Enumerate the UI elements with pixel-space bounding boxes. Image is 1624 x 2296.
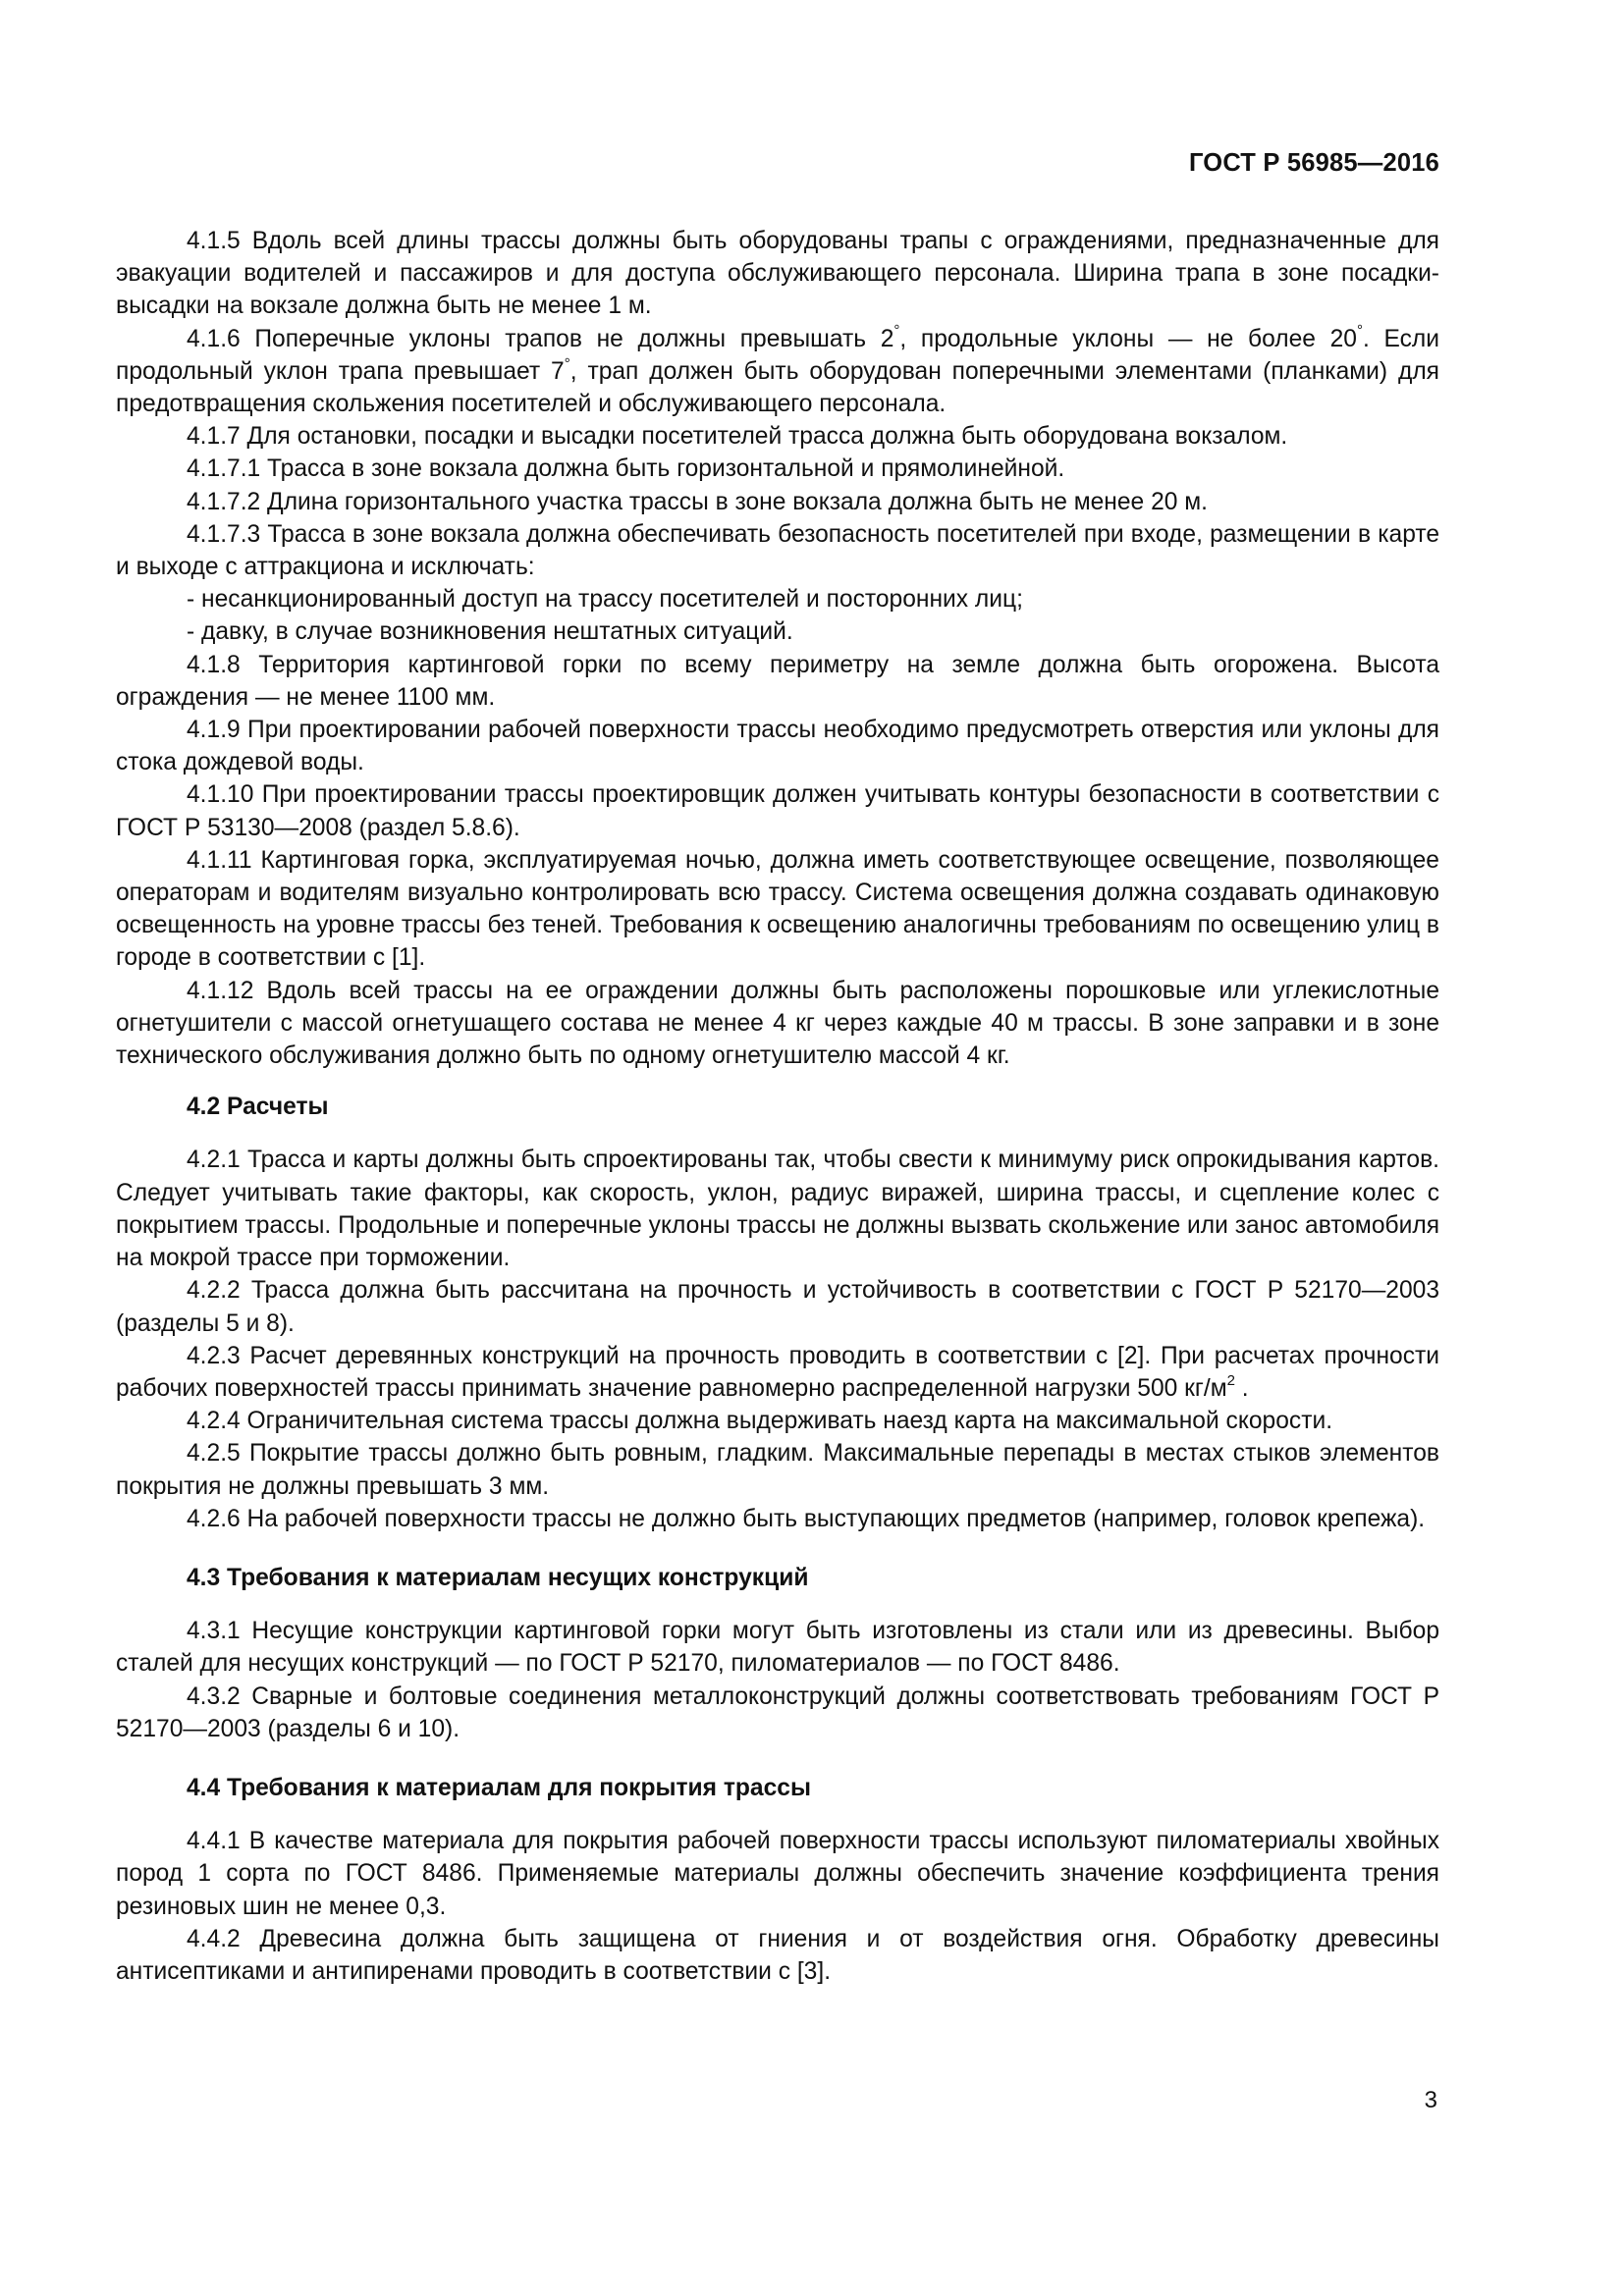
page-number: 3 xyxy=(1424,2087,1437,2113)
paragraph-4-2-3-end: . xyxy=(1234,1374,1249,1402)
paragraph-4-1-7-3: 4.1.7.3 Трасса в зоне вокзала должна обеспечивать безопасность посетителей при входе, размещении в карте и выходе с аттракциона и исключать: xyxy=(116,520,1439,581)
paragraph-4-1-6-part: , трап должен быть оборудован поперечными элементами (планками) для предотвращения скольжения посетителей и обслуживающего персонала. xyxy=(116,357,1439,418)
paragraph-4-2-3 xyxy=(116,1340,1439,1405)
document-body xyxy=(116,225,1439,1988)
paragraph-4-2-6: 4.2.6 На рабочей поверхности трассы не должно быть выступающих предметов (например, головок крепежа). xyxy=(187,1505,1426,1532)
standard-header: ГОСТ Р 56985—2016 xyxy=(1188,149,1439,177)
section-heading-4-4: 4.4 Требования к материалам для покрытия трассы xyxy=(187,1774,811,1801)
degree-sign: ° xyxy=(1356,322,1363,340)
section-heading-4-3: 4.3 Требования к материалам несущих конструкций xyxy=(187,1564,809,1591)
paragraph-4-4-1: 4.4.1 В качестве материала для покрытия рабочей поверхности трассы используют пиломатериалы хвойных пород 1 сорта по ГОСТ 8486. Применяемые материалы должны обеспечить значение коэффициента трения резиновых шин не менее 0,3. xyxy=(116,1828,1439,1920)
superscript: 2 xyxy=(1226,1371,1235,1389)
paragraph-4-3-2: 4.3.2 Сварные и болтовые соединения металлоконструкций должны соответствовать требованиям ГОСТ Р 52170—2003 (разделы 6 и 10). xyxy=(116,1682,1439,1742)
paragraph-4-2-5: 4.2.5 Покрытие трассы должно быть ровным, гладким. Максимальные перепады в местах стыков элементов покрытия не должны превышать 3 мм. xyxy=(116,1440,1439,1500)
paragraph-4-2-2: 4.2.2 Трасса должна быть рассчитана на прочность и устойчивость в соответствии с ГОСТ Р 52170—2003 (разделы 5 и 8). xyxy=(116,1277,1439,1337)
paragraph-4-2-3-text: 4.2.3 Расчет деревянных конструкций на прочность проводить в соответствии с [2]. При расчетах прочности рабочих поверхностей трассы принимать значение равномерно распределенной нагрузки 500 кг/м xyxy=(116,1342,1439,1402)
paragraph-4-3-1: 4.3.1 Несущие конструкции картинговой горки могут быть изготовлены из стали или из древесины. Выбор сталей для несущих конструкций — по ГОСТ Р 52170, пиломатериалов — по ГОСТ 8486. xyxy=(116,1618,1439,1678)
paragraph-4-1-12: 4.1.12 Вдоль всей трассы на ее ограждении должны быть расположены порошковые или углекислотные огнетушители с массой огнетушащего состава не менее 4 кг через каждые 40 м трассы. В зоне заправки и в зоне технического обслуживания должно быть по одному огнетушителю массой 4 кг. xyxy=(116,977,1439,1070)
paragraph-4-1-6 xyxy=(116,323,1439,421)
paragraph-4-1-6-part: 4.1.6 Поперечные уклоны трапов не должны превышать 2 xyxy=(187,325,894,352)
section-heading-4-2: 4.2 Расчеты xyxy=(187,1094,329,1121)
paragraph-4-2-1: 4.2.1 Трасса и карты должны быть спроектированы так, чтобы свести к минимуму риск опрокидывания картов. Следует учитывать такие факторы, как скорость, уклон, радиус виражей, ширина трассы, и сцепление колес с покрытием трассы. Продольные и поперечные уклоны трассы не должны вызвать скольжение или занос автомобиля на мокрой трассе при торможении. xyxy=(116,1147,1440,1272)
paragraph-4-2-4: 4.2.4 Ограничительная система трассы должна выдерживать наезд карта на максимальной скорости. xyxy=(187,1408,1333,1435)
paragraph-4-1-8: 4.1.8 Территория картинговой горки по всему периметру на земле должна быть огорожена. Высота ограждения — не менее 1100 мм. xyxy=(116,651,1439,711)
degree-sign: ° xyxy=(893,322,900,340)
paragraph-4-1-7: 4.1.7 Для остановки, посадки и высадки посетителей трасса должна быть оборудована вокзалом. xyxy=(187,423,1288,451)
paragraph-4-1-6-part: . Если продольный уклон трапа превышает 7 xyxy=(116,325,1439,385)
paragraph-4-1-9: 4.1.9 При проектировании рабочей поверхности трассы необходимо предусмотреть отверстия или уклоны для стока дождевой воды. xyxy=(116,717,1439,776)
list-item: - несанкционированный доступ на трассу посетителей и посторонних лиц; xyxy=(187,586,1023,614)
degree-sign: ° xyxy=(564,354,570,372)
paragraph-4-1-6-part: , продольные уклоны — не более 20 xyxy=(899,325,1357,352)
paragraph-4-4-2: 4.4.2 Древесина должна быть защищена от гниения и от воздействия огня. Обработку древесины антисептиками и антипиренами проводить в соответствии с [3]. xyxy=(116,1925,1439,1985)
paragraph-4-1-7-1: 4.1.7.1 Трасса в зоне вокзала должна быть горизонтальной и прямолинейной. xyxy=(187,455,1065,483)
list-item: - давку, в случае возникновения нештатных ситуаций. xyxy=(187,618,793,646)
paragraph-4-1-5: 4.1.5 Вдоль всей длины трассы должны быть оборудованы трапы с ограждениями, предназначенные для эвакуации водителей и пассажиров и для доступа обслуживающего персонала. Ширина трапа в зоне посадки-высадки на вокзале должна быть не менее 1 м. xyxy=(116,228,1439,320)
paragraph-4-1-7-2: 4.1.7.2 Длина горизонтального участка трассы в зоне вокзала должна быть не менее 20 м. xyxy=(187,488,1208,515)
paragraph-4-1-10: 4.1.10 При проектировании трассы проектировщик должен учитывать контуры безопасности в соответствии с ГОСТ Р 53130—2008 (раздел 5.8.6). xyxy=(116,781,1439,841)
paragraph-4-1-11: 4.1.11 Картинговая горка, эксплуатируемая ночью, должна иметь соответствующее освещение, позволяющее операторам и водителям визуально контролировать всю трассу. Система освещения должна создавать одинаковую освещенность на уровне трассы без теней. Требования к освещению аналогичны требованиям по освещению улиц в городе в соответствии с [1]. xyxy=(116,846,1439,972)
